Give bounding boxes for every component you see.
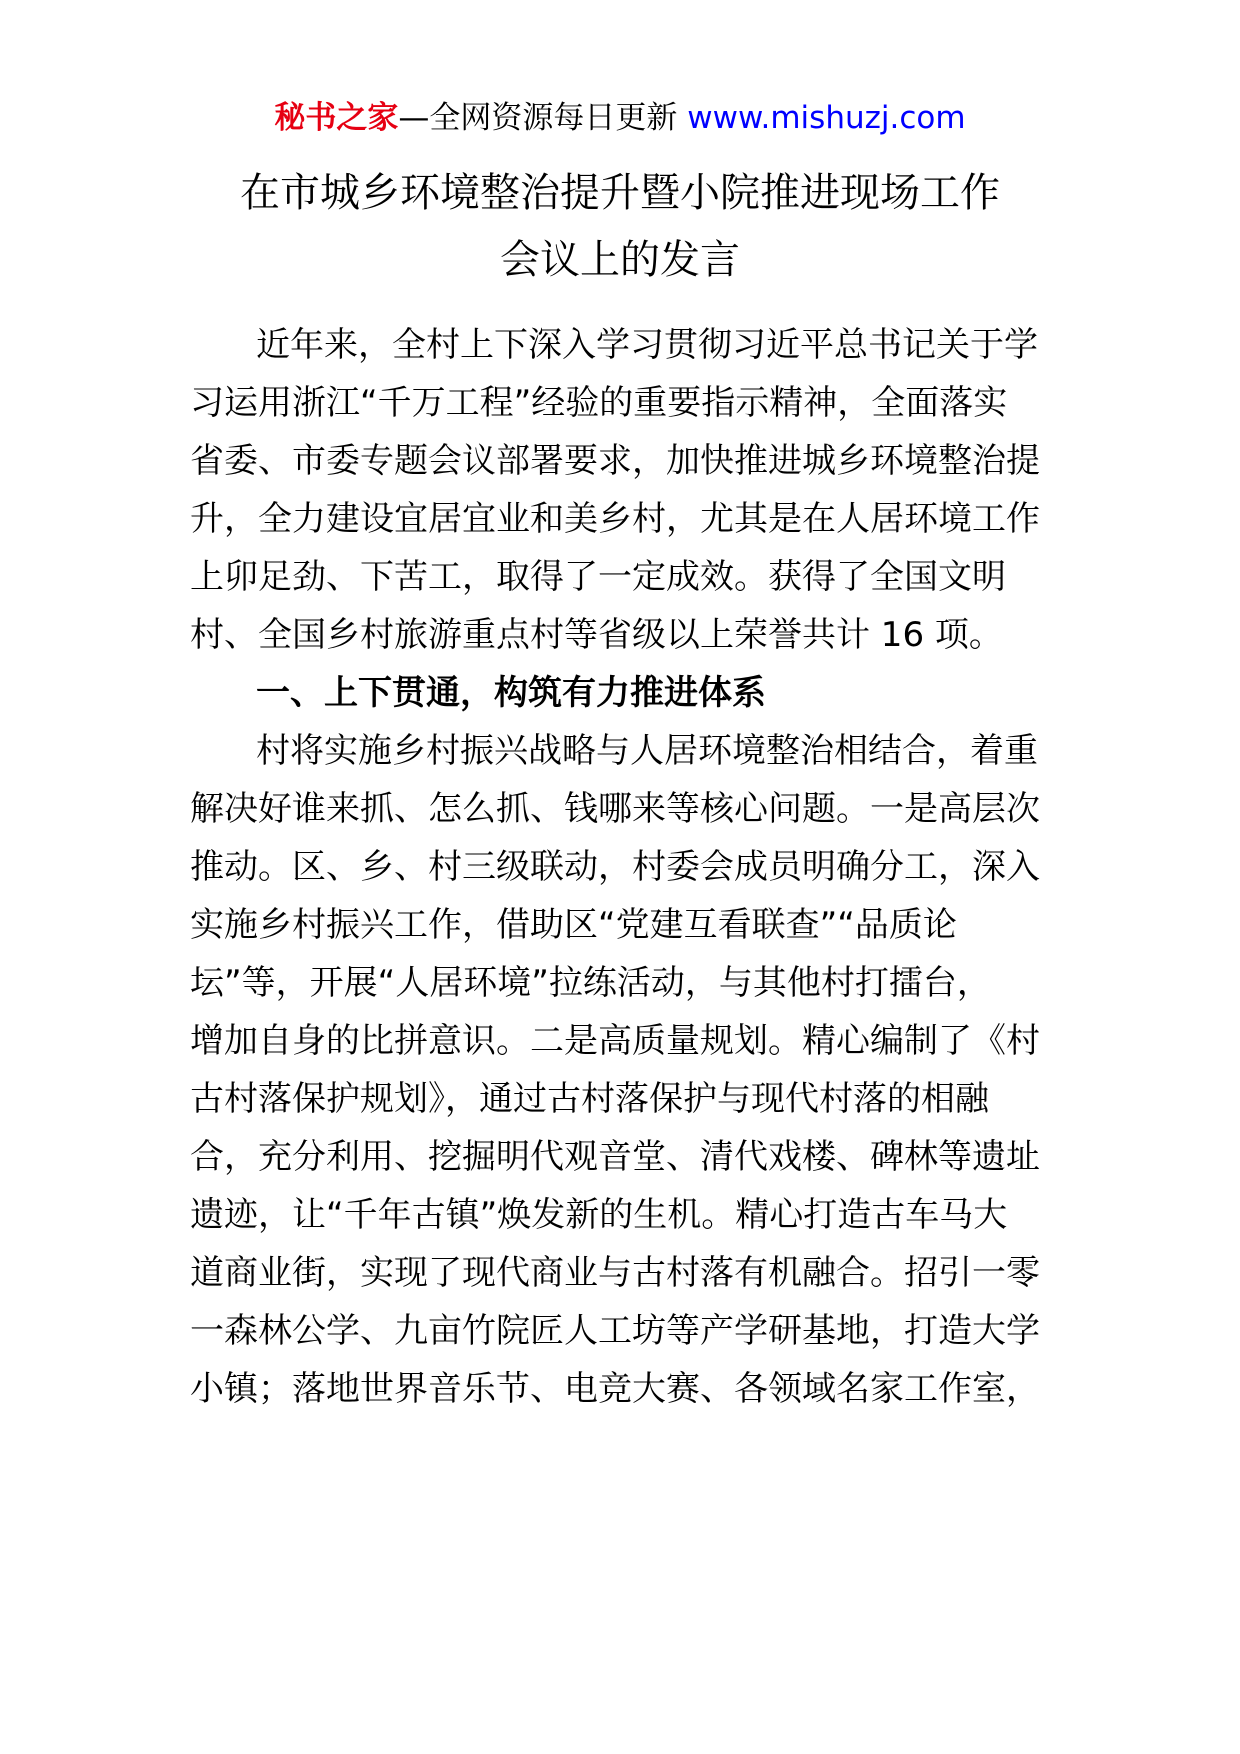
section-heading: 一、上下贯通，构筑有力推进体系	[256, 673, 766, 713]
paragraph-line: 上卯足劲、下苦工，取得了一定成效。获得了全国文明	[190, 557, 1006, 597]
paragraph-line: 习运用浙江“千万工程”经验的重要指示精神，全面落实	[190, 383, 1008, 423]
site-header	[0, 98, 1240, 138]
paragraph-line: 一森林公学、九亩竹院匠人工坊等产学研基地，打造大学	[190, 1311, 1040, 1351]
paragraph-line: 升，全力建设宜居宜业和美乡村，尤其是在人居环境工作	[190, 499, 1040, 539]
site-brand: 秘书之家	[274, 100, 399, 136]
paragraph-line: 村、全国乡村旅游重点村等省级以上荣誉共计 16 项。	[190, 615, 1003, 655]
document-title-line-2: 会议上的发言	[500, 237, 740, 283]
paragraph-line: 道商业街，实现了现代商业与古村落有机融合。招引一零	[190, 1253, 1040, 1293]
paragraph-line: 近年来，全村上下深入学习贯彻习近平总书记关于学	[256, 325, 1038, 365]
paragraph-line: 增加自身的比拼意识。二是高质量规划。精心编制了《村	[190, 1021, 1040, 1061]
paragraph-line: 小镇；落地世界音乐节、电竞大赛、各领域名家工作室，	[190, 1369, 1040, 1409]
paragraph-line: 推动。区、乡、村三级联动，村委会成员明确分工，深入	[190, 847, 1040, 887]
paragraph-line: 村将实施乡村振兴战略与人居环境整治相结合，着重	[256, 731, 1038, 771]
paragraph-line: 坛”等，开展“人居环境”拉练活动，与其他村打擂台，	[190, 963, 991, 1003]
paragraph-line: 古村落保护规划》，通过古村落保护与现代村落的相融	[190, 1079, 989, 1119]
paragraph-line: 解决好谁来抓、怎么抓、钱哪来等核心问题。一是高层次	[190, 789, 1040, 829]
site-slogan: —全网资源每日更新	[398, 100, 678, 136]
site-url-link[interactable]: www.mishuzj.com	[687, 100, 966, 136]
paragraph-line: 省委、市委专题会议部署要求，加快推进城乡环境整治提	[190, 441, 1040, 481]
paragraph-line: 合，充分利用、挖掘明代观音堂、清代戏楼、碑林等遗址	[190, 1137, 1040, 1177]
paragraph-line: 实施乡村振兴工作，借助区“党建互看联查”“品质论	[190, 905, 957, 945]
paragraph-line: 遗迹，让“千年古镇”焕发新的生机。精心打造古车马大	[190, 1195, 1008, 1235]
document-title-line-1: 在市城乡环境整治提升暨小院推进现场工作	[240, 170, 1000, 216]
